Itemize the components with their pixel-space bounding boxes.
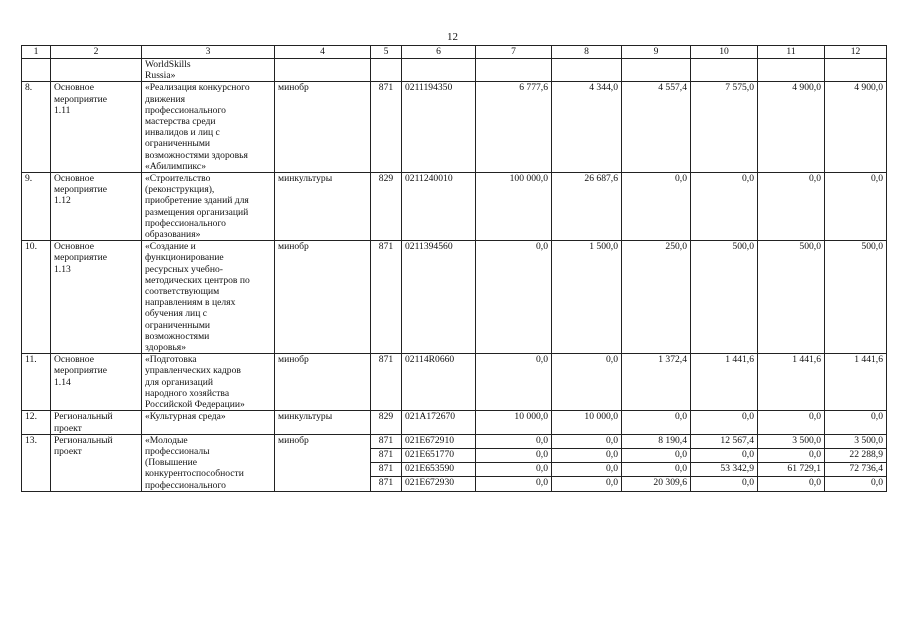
- value-col-12: 0,0: [825, 411, 887, 434]
- value-col-9: [622, 59, 691, 82]
- cell-line: методических центров по: [145, 274, 250, 286]
- cell-line: «Строительство: [145, 173, 211, 185]
- value-col-7: 6 777,6: [476, 82, 552, 173]
- cell-line: ограниченными: [145, 319, 211, 331]
- responsible: минобр: [275, 354, 371, 411]
- header-cell: 1: [22, 46, 51, 59]
- value-col-12: [825, 59, 887, 82]
- value-col-7: 10 000,0: [476, 411, 552, 434]
- cell-line: для организаций: [145, 376, 213, 388]
- cell-line: конкурентоспособности: [145, 468, 244, 480]
- value-col-8: 0,0: [552, 477, 622, 491]
- table-row: [22, 59, 887, 82]
- cell-line: ресурсных учебно-: [145, 263, 223, 275]
- value-col-9: 0,0: [622, 448, 691, 462]
- value-col-12: 0,0: [825, 477, 887, 491]
- header-cell: 12: [825, 46, 887, 59]
- cell-line: проект: [54, 422, 82, 434]
- cell-line: размещения организаций: [145, 206, 249, 218]
- value-col-11: 500,0: [758, 241, 825, 354]
- row-number: 11.: [22, 354, 51, 411]
- value-col-7: 0,0: [476, 463, 552, 477]
- value-col-10: [691, 59, 758, 82]
- cell-line: «Реализация конкурсного: [145, 82, 250, 94]
- value-col-10: 7 575,0: [691, 82, 758, 173]
- table-row: [22, 354, 887, 411]
- header-cell: 5: [371, 46, 402, 59]
- cell-line: проект: [54, 445, 82, 457]
- cell-line: Региональный: [54, 434, 113, 446]
- cell-line: Основное: [54, 354, 94, 366]
- value-col-8: 0,0: [552, 448, 622, 462]
- value-col-12: 4 900,0: [825, 82, 887, 173]
- value-col-8: 26 687,6: [552, 173, 622, 241]
- cell-line: профессионального: [145, 104, 226, 116]
- value-col-8: [552, 59, 622, 82]
- table-row: [22, 173, 887, 241]
- event-type: [51, 241, 142, 354]
- cell-line: инвалидов и лиц с: [145, 127, 220, 139]
- value-col-12: 0,0: [825, 173, 887, 241]
- event-name: [142, 173, 275, 241]
- value-col-7: 0,0: [476, 448, 552, 462]
- page-number: 12: [447, 31, 458, 43]
- header-cell: 9: [622, 46, 691, 59]
- budget-code: 021E651770: [402, 448, 476, 462]
- row-number: 13.: [22, 434, 51, 491]
- grbs-code: 871: [371, 448, 402, 462]
- cell-line: здоровья»: [145, 342, 187, 354]
- responsible: минкультуры: [275, 411, 371, 434]
- value-col-7: 0,0: [476, 354, 552, 411]
- budget-code: 021E672930: [402, 477, 476, 491]
- header-cell: 2: [51, 46, 142, 59]
- cell-line: «Подготовка: [145, 354, 197, 366]
- value-col-12: 72 736,4: [825, 463, 887, 477]
- value-col-8: 1 500,0: [552, 241, 622, 354]
- value-col-10: 0,0: [691, 411, 758, 434]
- event-type: [51, 354, 142, 411]
- cell-line: народного хозяйства: [145, 387, 230, 399]
- value-col-9: 4 557,4: [622, 82, 691, 173]
- responsible: минобр: [275, 241, 371, 354]
- budget-code: 021E672910: [402, 434, 476, 448]
- value-col-7: 0,0: [476, 241, 552, 354]
- value-col-12: 1 441,6: [825, 354, 887, 411]
- cell-line: мероприятие: [54, 365, 107, 377]
- cell-line: Основное: [54, 241, 94, 253]
- event-type: [51, 434, 142, 491]
- budget-code: 0211240010: [402, 173, 476, 241]
- responsible: минкультуры: [275, 173, 371, 241]
- event-name: [142, 82, 275, 173]
- value-col-7: 0,0: [476, 477, 552, 491]
- cell-line: обучения лиц с: [145, 308, 207, 320]
- header-cell: 6: [402, 46, 476, 59]
- value-col-8: 0,0: [552, 354, 622, 411]
- cell-line: 1.11: [54, 104, 71, 116]
- cell-line: профессионального: [145, 217, 226, 229]
- header-row: [22, 46, 887, 59]
- value-col-8: 0,0: [552, 434, 622, 448]
- value-col-11: 3 500,0: [758, 434, 825, 448]
- grbs-code: 871: [371, 463, 402, 477]
- row-number: 12.: [22, 411, 51, 434]
- value-col-10: 53 342,9: [691, 463, 758, 477]
- cell-line: Российской Федерации»: [145, 399, 245, 411]
- value-col-7: 100 000,0: [476, 173, 552, 241]
- table-row: [22, 434, 887, 448]
- value-col-11: [758, 59, 825, 82]
- value-col-9: 0,0: [622, 463, 691, 477]
- budget-code: 02114R0660: [402, 354, 476, 411]
- grbs-code: 871: [371, 82, 402, 173]
- cell-line: Региональный: [54, 411, 113, 423]
- cell-line: мероприятие: [54, 252, 107, 264]
- cell-line: мероприятие: [54, 184, 107, 196]
- value-col-8: 4 344,0: [552, 82, 622, 173]
- header-cell: 10: [691, 46, 758, 59]
- grbs-code: 871: [371, 241, 402, 354]
- cell-line: образования»: [145, 229, 201, 241]
- cell-line: профессионального: [145, 479, 226, 491]
- value-col-9: 0,0: [622, 173, 691, 241]
- cell-line: Основное: [54, 173, 94, 185]
- value-col-11: 1 441,6: [758, 354, 825, 411]
- cell-line: Основное: [54, 82, 94, 94]
- budget-code: [402, 59, 476, 82]
- grbs-code: [371, 59, 402, 82]
- value-col-10: 0,0: [691, 477, 758, 491]
- cell-line: функционирование: [145, 252, 224, 264]
- value-col-11: 0,0: [758, 411, 825, 434]
- header-cell: 4: [275, 46, 371, 59]
- value-col-8: 0,0: [552, 463, 622, 477]
- row-number: [22, 59, 51, 82]
- row-number: 9.: [22, 173, 51, 241]
- cell-line: 1.13: [54, 263, 71, 275]
- cell-line: соответствующим: [145, 286, 220, 298]
- value-col-8: 10 000,0: [552, 411, 622, 434]
- cell-line: «Создание и: [145, 241, 196, 253]
- value-col-10: 500,0: [691, 241, 758, 354]
- cell-line: (реконструкция),: [145, 184, 215, 196]
- cell-line: мероприятие: [54, 93, 107, 105]
- budget-code: 021E653590: [402, 463, 476, 477]
- cell-line: 1.12: [54, 195, 71, 207]
- table-row: [22, 241, 887, 354]
- value-col-9: 1 372,4: [622, 354, 691, 411]
- responsible: минобр: [275, 82, 371, 173]
- event-name: [142, 354, 275, 411]
- event-type: [51, 82, 142, 173]
- cell-line: Russia»: [145, 70, 176, 82]
- value-col-11: 4 900,0: [758, 82, 825, 173]
- value-col-10: 1 441,6: [691, 354, 758, 411]
- value-col-12: 22 288,9: [825, 448, 887, 462]
- grbs-code: 871: [371, 354, 402, 411]
- budget-code: 0211394560: [402, 241, 476, 354]
- cell-line: WorldSkills: [145, 59, 191, 70]
- responsible: [275, 59, 371, 82]
- value-col-11: 61 729,1: [758, 463, 825, 477]
- header-cell: 11: [758, 46, 825, 59]
- cell-line: «Культурная среда»: [145, 411, 226, 423]
- cell-line: «Абилимпикс»: [145, 160, 206, 172]
- value-col-10: 0,0: [691, 448, 758, 462]
- event-name: [142, 59, 275, 82]
- event-type: [51, 411, 142, 434]
- header-cell: 7: [476, 46, 552, 59]
- event-name: [142, 434, 275, 491]
- grbs-code: 829: [371, 173, 402, 241]
- value-col-11: 0,0: [758, 477, 825, 491]
- value-col-12: 500,0: [825, 241, 887, 354]
- event-type: [51, 59, 142, 82]
- responsible: минобр: [275, 434, 371, 491]
- cell-line: профессионалы: [145, 445, 210, 457]
- value-col-11: 0,0: [758, 448, 825, 462]
- value-col-9: 20 309,6: [622, 477, 691, 491]
- cell-line: ограниченными: [145, 138, 211, 150]
- table-row: [22, 82, 887, 173]
- value-col-7: [476, 59, 552, 82]
- event-name: [142, 411, 275, 434]
- grbs-code: 871: [371, 434, 402, 448]
- grbs-code: 829: [371, 411, 402, 434]
- value-col-10: 0,0: [691, 173, 758, 241]
- header-cell: 8: [552, 46, 622, 59]
- cell-line: возможностями здоровья: [145, 149, 248, 161]
- value-col-9: 250,0: [622, 241, 691, 354]
- event-name: [142, 241, 275, 354]
- cell-line: 1.14: [54, 376, 71, 388]
- header-cell: 3: [142, 46, 275, 59]
- cell-line: движения: [145, 93, 185, 105]
- value-col-10: 12 567,4: [691, 434, 758, 448]
- value-col-9: 0,0: [622, 411, 691, 434]
- cell-line: мастерства среди: [145, 116, 216, 128]
- value-col-12: 3 500,0: [825, 434, 887, 448]
- event-type: [51, 173, 142, 241]
- row-number: 10.: [22, 241, 51, 354]
- value-col-7: 0,0: [476, 434, 552, 448]
- grbs-code: 871: [371, 477, 402, 491]
- value-col-9: 8 190,4: [622, 434, 691, 448]
- cell-line: возможностями: [145, 330, 210, 342]
- cell-line: приобретение зданий для: [145, 195, 249, 207]
- table-row: [22, 411, 887, 434]
- cell-line: (Повышение: [145, 457, 198, 469]
- cell-line: направлениям в целях: [145, 297, 236, 309]
- value-col-11: 0,0: [758, 173, 825, 241]
- program-table: [21, 45, 887, 492]
- cell-line: «Молодые: [145, 434, 188, 446]
- cell-line: управленческих кадров: [145, 365, 241, 377]
- budget-code: 0211194350: [402, 82, 476, 173]
- budget-code: 021A172670: [402, 411, 476, 434]
- row-number: 8.: [22, 82, 51, 173]
